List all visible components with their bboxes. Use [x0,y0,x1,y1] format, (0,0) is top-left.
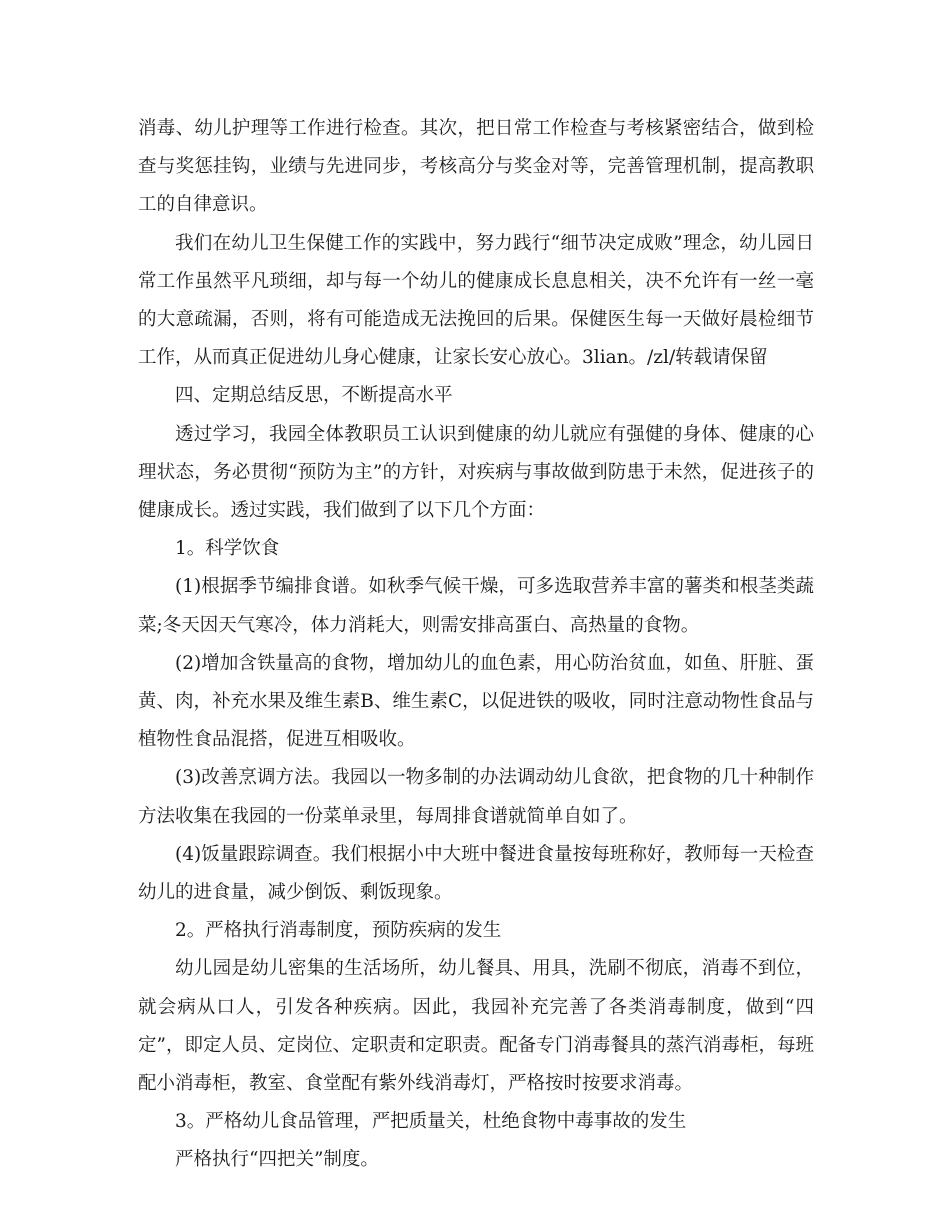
subheading-disinfection: 2。严格执行消毒制度，预防疾病的发生 [175,920,502,942]
document-body [138,110,814,1180]
paragraph-4: 幼儿园是幼儿密集的生活场所，幼儿餐具、用具，洗刷不彻底，消毒不到位，就会病从口人，引发各种疾病。因此，我园补充完善了各类消毒制度，做到“四定”，即定人员、定岗位、定职责和定职责。配备专门消毒餐具的蒸汽消毒柜，每班配小消毒柜，教室、食堂配有紫外线消毒灯，严格按时按要求消毒。 [138,958,814,1095]
subheading-diet: 1。科学饮食 [175,538,280,560]
paragraph-3: 透过学习，我园全体教职员工认识到健康的幼儿就应有强健的身体、健康的心理状态，务必贯彻“预防为主”的方针，对疾病与事故做到防患于未然，促进孩子的健康成长。透过实践，我们做到了以下几个方面： [138,423,814,522]
list-item-3: (3)改善烹调方法。我园以一物多制的办法调动幼儿食欲，把食物的几十种制作方法收集在我园的一份菜单录里，每周排食谱就简单自如了。 [138,767,814,827]
list-item-2: (2)增加含铁量高的食物，增加幼儿的血色素，用心防治贫血，如鱼、肝脏、蛋黄、肉，补充水果及维生素B、维生素C，以促进铁的吸收，同时注意动物性食品与植物性食品混搭，促进互相吸收。 [138,652,814,751]
paragraph-2: 我们在幼儿卫生保健工作的实践中，努力践行“细节决定成败”理念，幼儿园日常工作虽然平凡琐细，却与每一个幼儿的健康成长息息相关，决不允许有一丝一毫的大意疏漏，否则，将有可能造成无法挽回的后果。保健医生每一天做好晨检细节工作，从而真正促进幼儿身心健康，让家长安心放心。3lian。/zl/转载请保留 [138,232,814,369]
paragraph-1: 消毒、幼儿护理等工作进行检查。其次，把日常工作检查与考核紧密结合，做到检查与奖惩挂钩，业绩与先进同步，考核高分与奖金对等，完善管理机制，提高教职工的自律意识。 [138,118,814,216]
list-item-4: (4)饭量跟踪调查。我们根据小中大班中餐进食量按每班称好，教师每一天检查幼儿的进食量，减少倒饭、剩饭现象。 [138,843,814,904]
paragraph-5: 严格执行“四把关”制度。 [175,1149,379,1171]
list-item-1: (1)根据季节编排食谱。如秋季气候干燥，可多选取营养丰富的薯类和根茎类蔬菜;冬天因天气寒冷，体力消耗大，则需安排高蛋白、高热量的食物。 [138,576,814,636]
subheading-food-management: 3。严格幼儿食品管理，严把质量关，杜绝食物中毒事故的发生 [175,1111,687,1133]
section-heading-4: 四、定期总结反思，不断提高水平 [175,385,453,407]
